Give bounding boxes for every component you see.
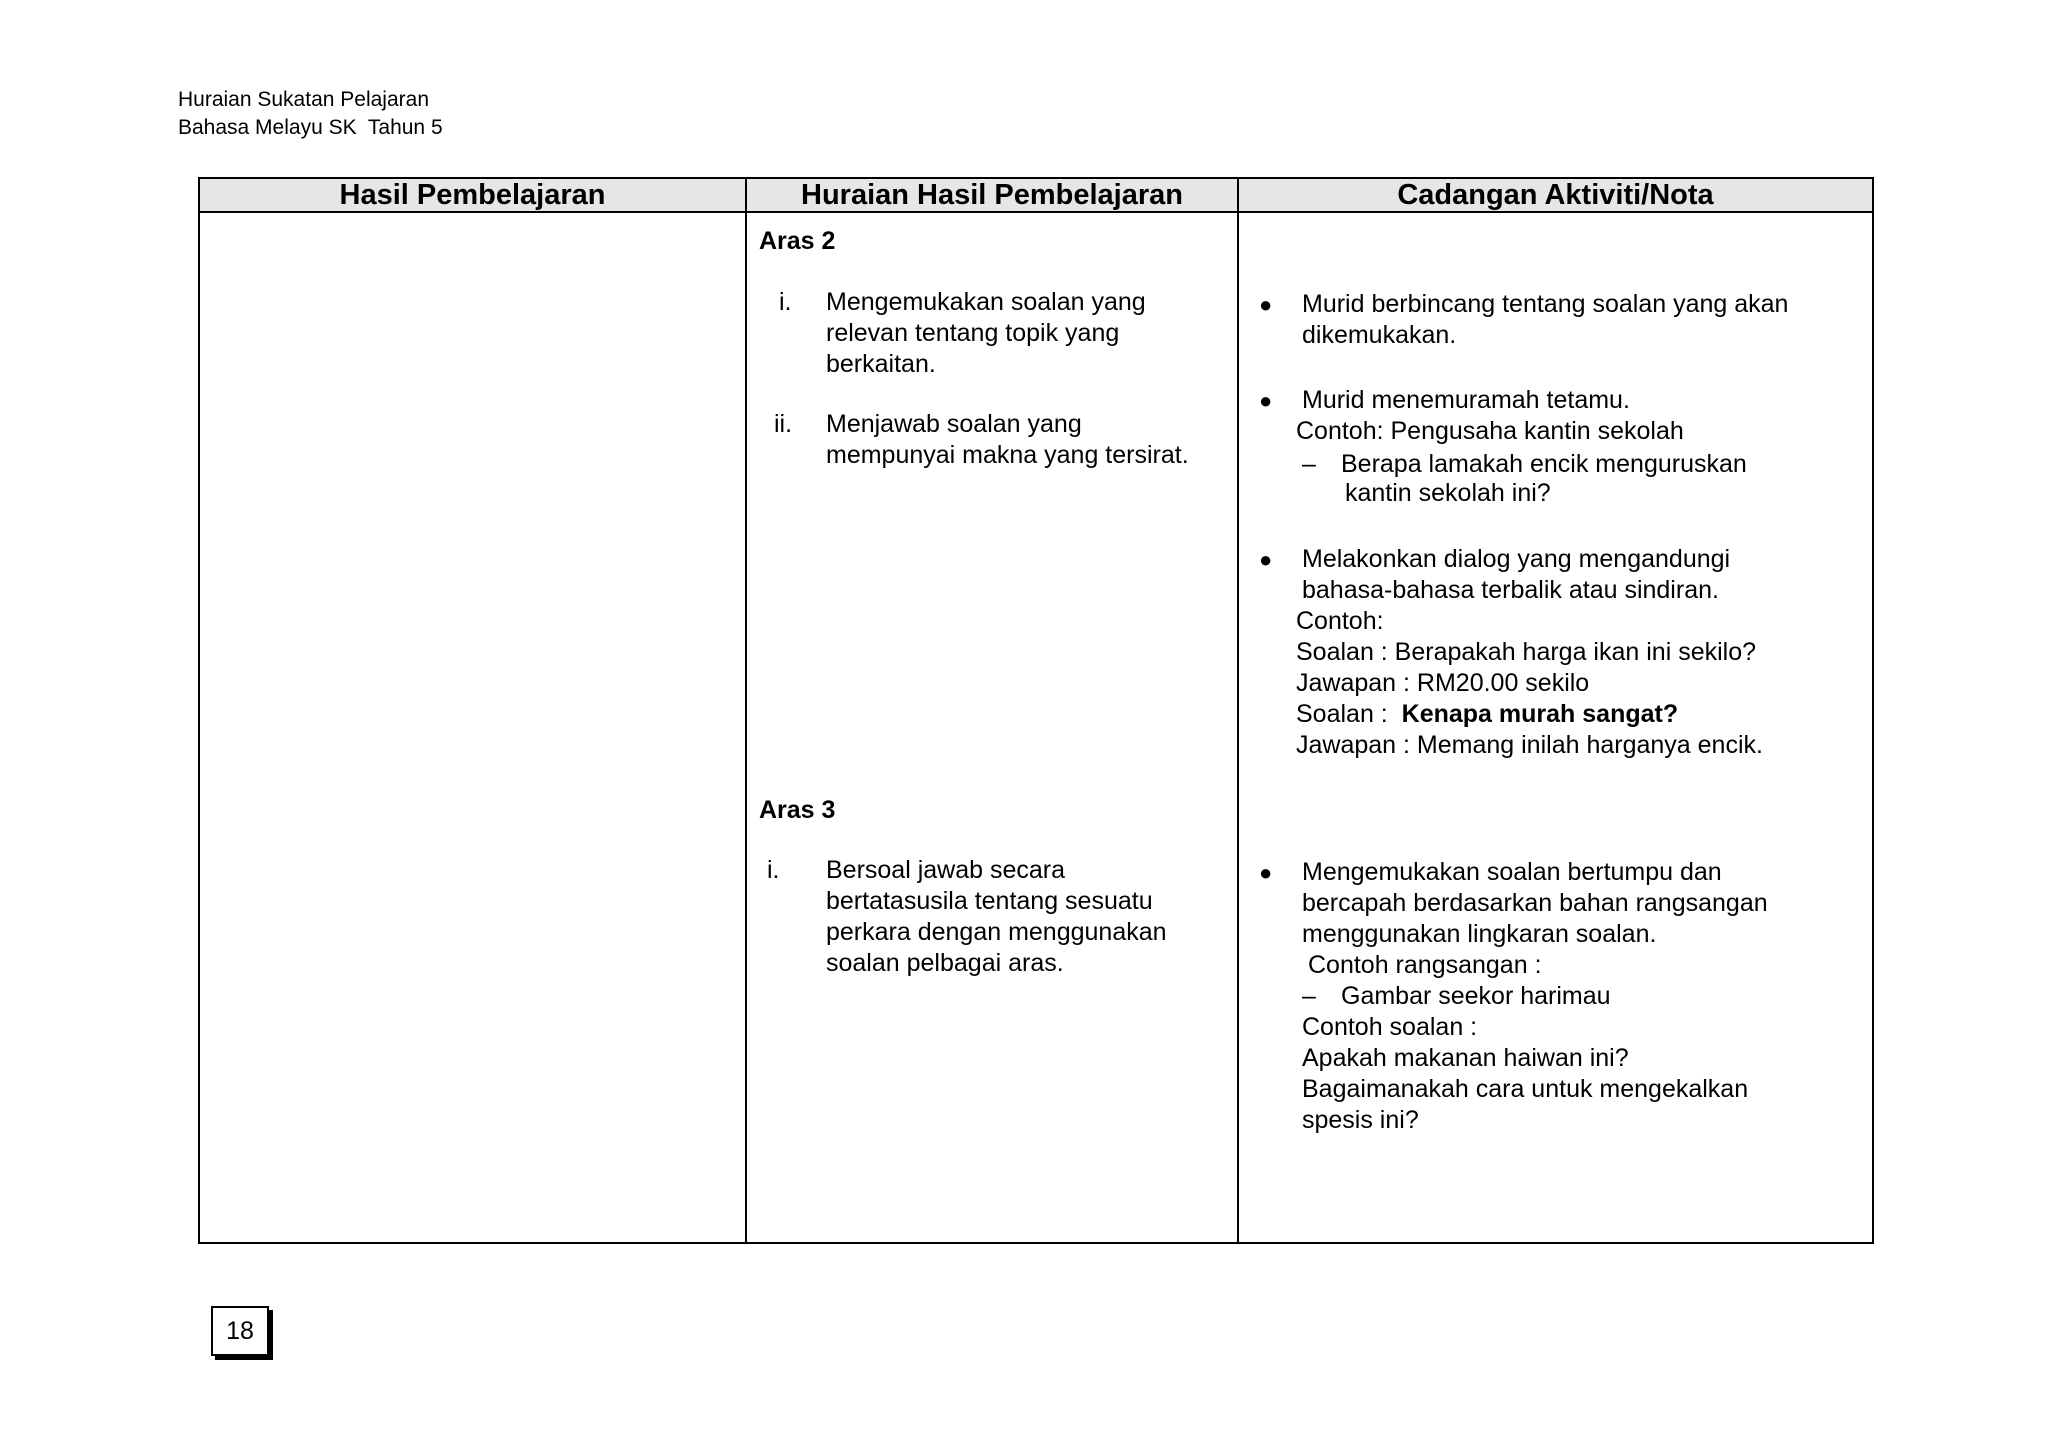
activity-2-dash-line: Berapa lamakah encik menguruskan [1341, 450, 1747, 478]
activity-4-line: Mengemukakan soalan bertumpu dan [1302, 858, 1722, 886]
page-number: 18 [211, 1306, 269, 1356]
syllabus-table [198, 177, 1874, 1244]
activity-3-line: Melakonkan dialog yang mengandungi [1302, 545, 1731, 573]
dash-icon: – [1302, 982, 1316, 1010]
activity-4-line: menggunakan lingkaran soalan. [1302, 920, 1657, 948]
activity-2-dash-line: kantin sekolah ini? [1345, 479, 1551, 507]
activity-2-contoh: Contoh: Pengusaha kantin sekolah [1296, 417, 1684, 445]
aras2-item-1-line: berkaitan. [826, 350, 936, 378]
activity-3-line: bahasa-bahasa terbalik atau sindiran. [1302, 576, 1719, 604]
activity-3-jawapan-2: Jawapan : Memang inilah harganya encik. [1296, 731, 1763, 759]
aras2-item-1-num: i. [779, 288, 792, 316]
activity-3-soalan: Soalan : Berapakah harga ikan ini sekilo? [1296, 638, 1757, 666]
col-header-cadangan: Cadangan Aktiviti/Nota [1238, 178, 1873, 212]
aras3-item-1-num: i. [767, 856, 780, 884]
activity-3-soalan-2 [1296, 699, 1678, 730]
activity-3-jawapan: Jawapan : RM20.00 sekilo [1296, 669, 1590, 697]
activity-4-soalan: spesis ini? [1302, 1106, 1419, 1134]
aras2-item-2-line: Menjawab soalan yang [826, 410, 1082, 438]
aras2-item-1-line: Mengemukakan soalan yang [826, 288, 1146, 316]
activity-1-line: Murid berbincang tentang soalan yang akan [1302, 290, 1789, 318]
activity-4-contoh: Contoh rangsangan : [1308, 951, 1542, 979]
bullet-icon: ● [1259, 547, 1273, 572]
activity-4-soalan-title: Contoh soalan : [1302, 1013, 1478, 1041]
bullet-icon: ● [1259, 388, 1273, 413]
activity-4-line: bercapah berdasarkan bahan rangsangan [1302, 889, 1768, 917]
bullet-icon: ● [1259, 860, 1273, 885]
aras2-item-2-line: mempunyai makna yang tersirat. [826, 441, 1189, 469]
aras2-item-1-line: relevan tentang topik yang [826, 319, 1120, 347]
soalan-bold: Kenapa murah sangat? [1401, 700, 1679, 728]
activity-3-contoh: Contoh: [1296, 607, 1384, 635]
soalan-prefix: Soalan : [1296, 700, 1388, 728]
cell-huraian [746, 212, 1238, 1243]
activity-4-soalan: Apakah makanan haiwan ini? [1302, 1044, 1629, 1072]
document-header [178, 86, 443, 142]
aras3-title: Aras 3 [759, 796, 836, 824]
activity-4-dash-line: Gambar seekor harimau [1341, 982, 1611, 1010]
activity-4-soalan: Bagaimanakah cara untuk mengekalkan [1302, 1075, 1749, 1103]
header-line-2: Bahasa Melayu SK Tahun 5 [178, 116, 443, 139]
cell-cadangan [1238, 212, 1873, 1243]
activity-1-line: dikemukakan. [1302, 321, 1457, 349]
cell-hasil [199, 212, 746, 1243]
aras3-item-1-line: soalan pelbagai aras. [826, 949, 1064, 977]
table-body-row [199, 212, 1873, 1243]
bullet-icon: ● [1259, 292, 1273, 317]
col-header-huraian: Huraian Hasil Pembelajaran [746, 178, 1238, 212]
header-line-1: Huraian Sukatan Pelajaran [178, 88, 429, 111]
aras3-item-1-line: Bersoal jawab secara [826, 856, 1066, 884]
aras3-item-1-line: perkara dengan menggunakan [826, 918, 1167, 946]
dash-icon: – [1302, 450, 1316, 478]
activity-2-line: Murid menemuramah tetamu. [1302, 386, 1630, 414]
table-header-row [199, 178, 1873, 212]
aras3-item-1-line: bertatasusila tentang sesuatu [826, 887, 1153, 915]
aras2-title: Aras 2 [759, 227, 836, 255]
col-header-hasil: Hasil Pembelajaran [199, 178, 746, 212]
aras2-item-2-num: ii. [774, 410, 793, 438]
